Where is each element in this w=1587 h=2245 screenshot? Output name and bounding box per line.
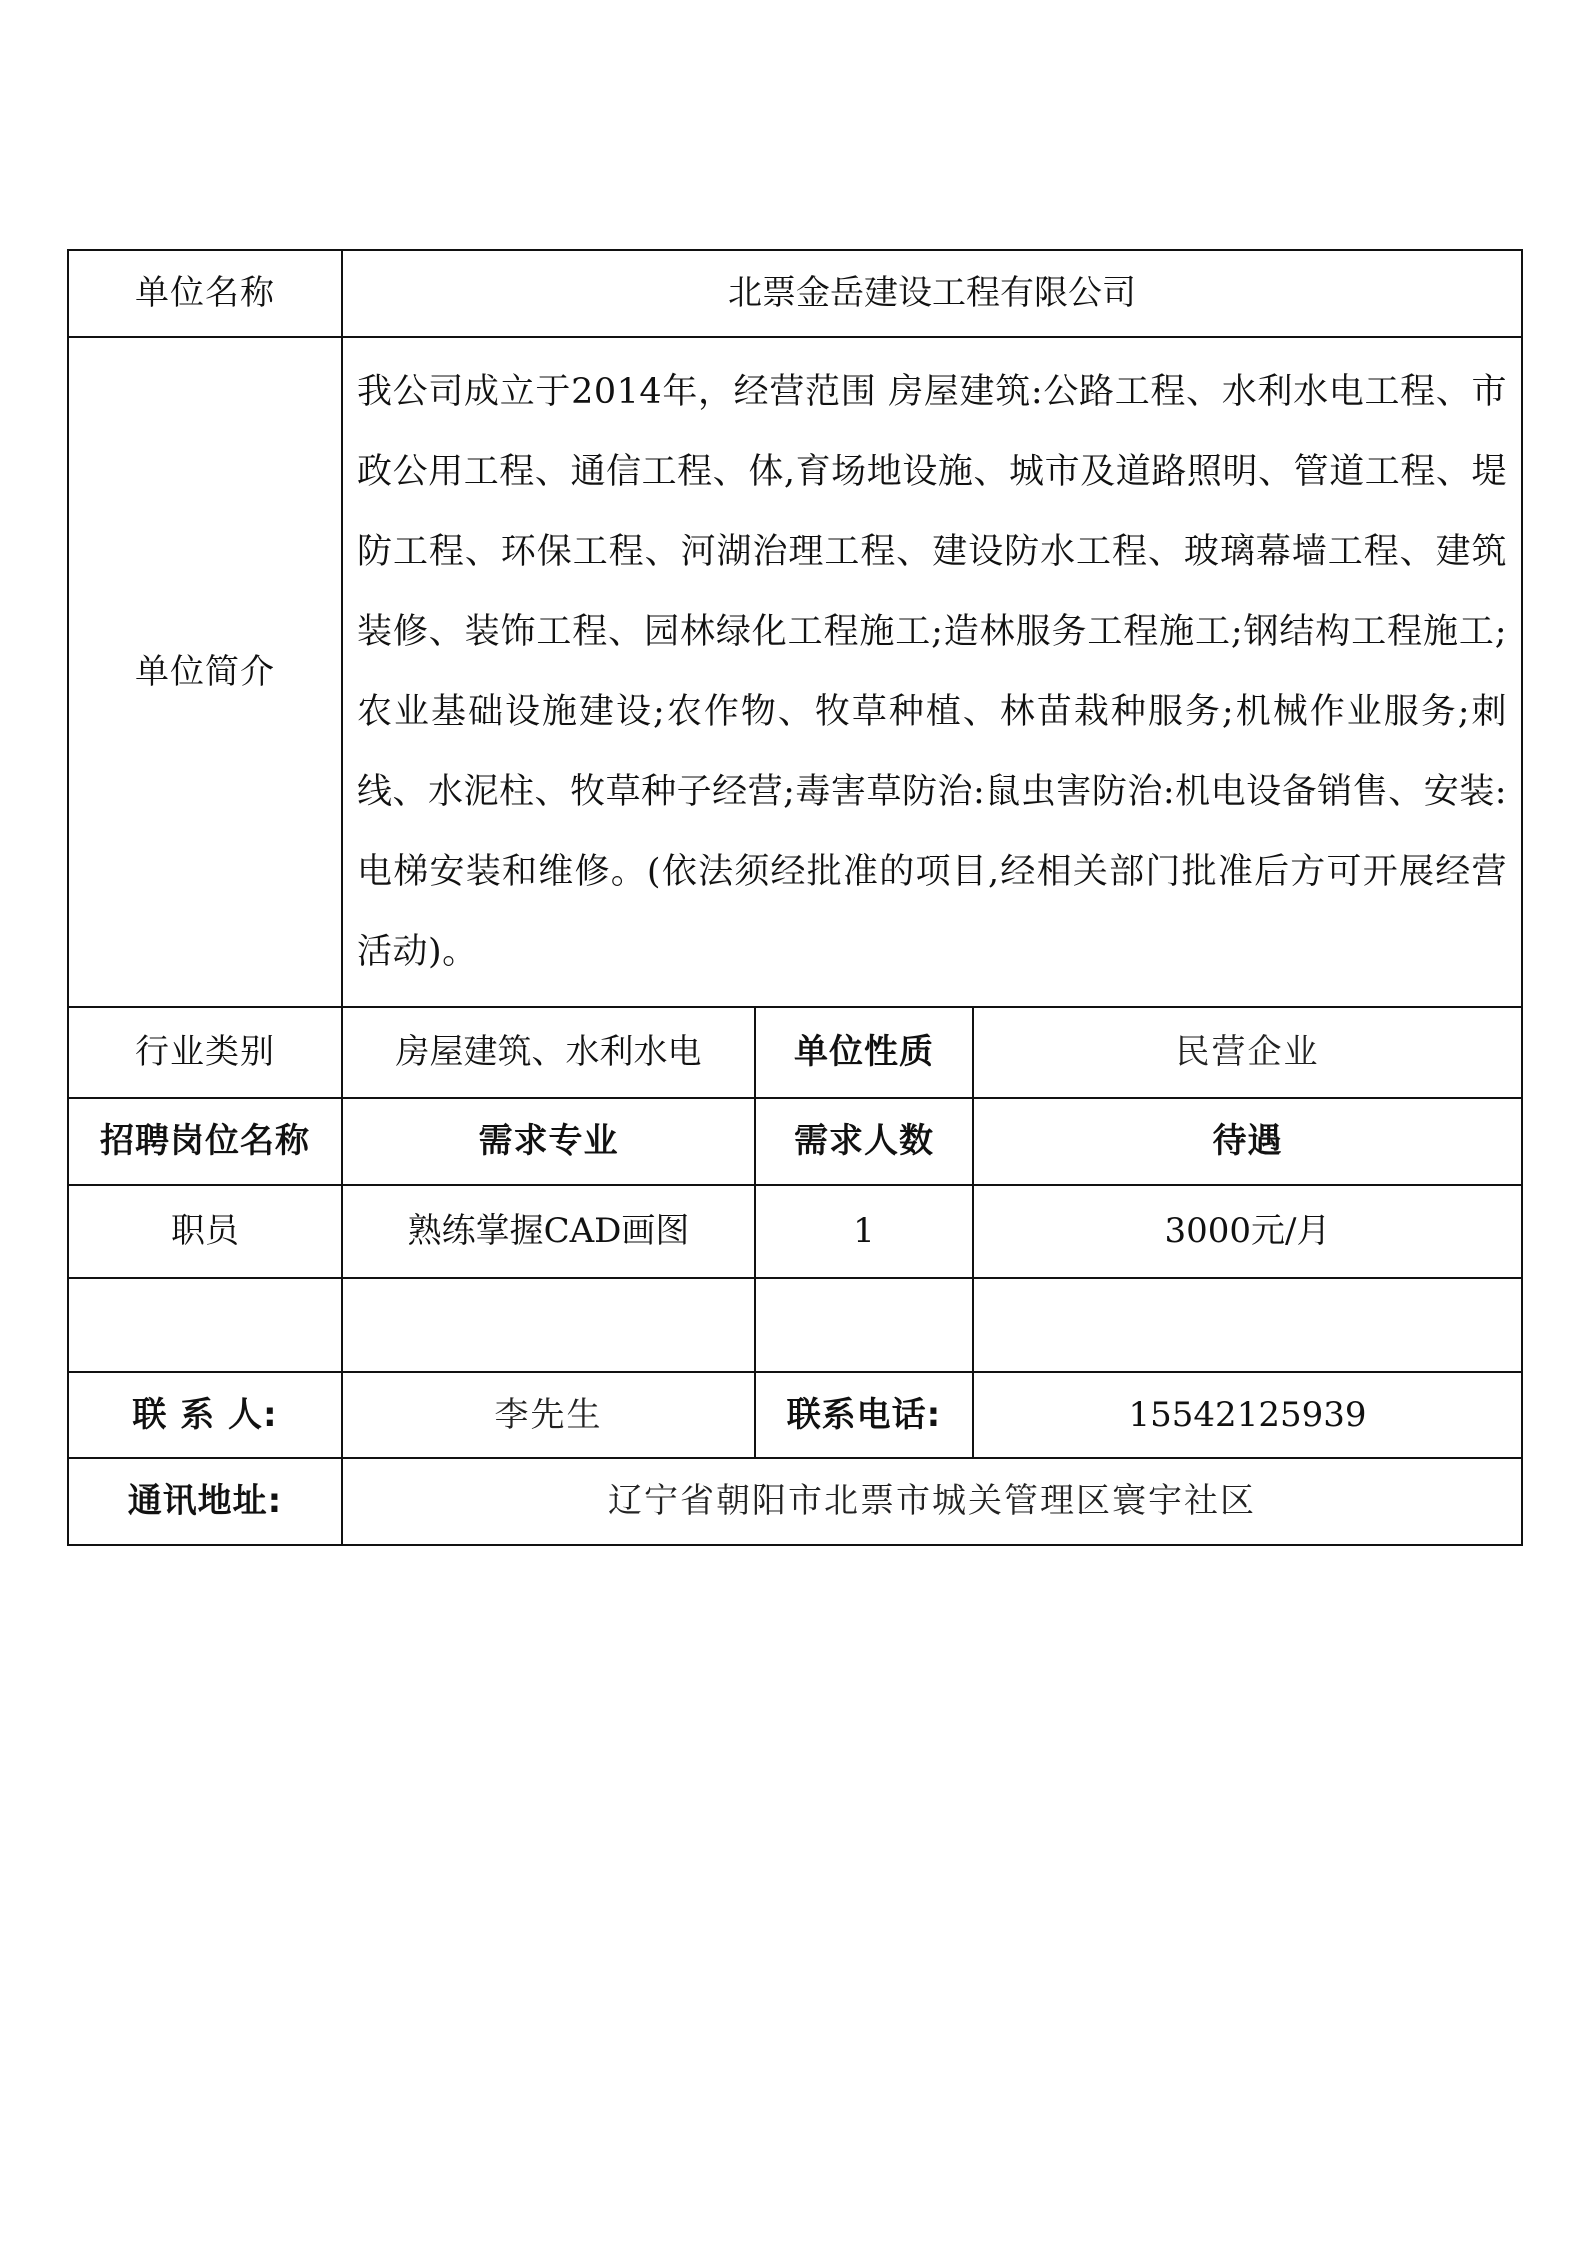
contact-phone-value: 15542125939 <box>973 1372 1522 1458</box>
table-row <box>68 1185 1522 1278</box>
table-row <box>68 1278 1522 1372</box>
nature-value: 民营企业 <box>973 1007 1522 1098</box>
company-intro-text: 我公司成立于2014年，经营范围 房屋建筑:公路工程、水利水电工程、市政公用工程、通信工程、体,育场地设施、城市及道路照明、管道工程、堤防工程、环保工程、河湖治理工程、建设防水工程、玻璃幕墙工程、建筑装修、装饰工程、园林绿化工程施工;造林服务工程施工;钢结构工程施工;农业基础设施建设;农作物、牧草种植、林苗栽种服务;机械作业服务;刺线、水泥柱、牧草种子经营;毒害草防治:鼠虫害防治:机电设备销售、安装:电梯安装和维修。(依法须经批准的项目,经相关部门批准后方可开展经营活动)。 <box>357 372 1508 972</box>
company-name-label: 单位名称 <box>68 250 342 337</box>
company-name-value: 北票金岳建设工程有限公司 <box>342 250 1522 337</box>
contact-phone-label: 联系电话: <box>755 1372 973 1458</box>
address-row <box>68 1458 1522 1545</box>
header-position: 招聘岗位名称 <box>68 1098 342 1185</box>
job-salary: 3000元/月 <box>973 1185 1522 1278</box>
header-count: 需求人数 <box>755 1098 973 1185</box>
job-major <box>342 1278 755 1372</box>
job-count <box>755 1278 973 1372</box>
nature-label: 单位性质 <box>755 1007 973 1098</box>
header-salary: 待遇 <box>973 1098 1522 1185</box>
industry-nature-row <box>68 1007 1522 1098</box>
address-value: 辽宁省朝阳市北票市城关管理区寰宇社区 <box>342 1458 1522 1545</box>
job-salary <box>973 1278 1522 1372</box>
company-name-row <box>68 250 1522 337</box>
recruitment-info-table <box>67 249 1523 1546</box>
job-count: 1 <box>755 1185 973 1278</box>
jobs-header-row <box>68 1098 1522 1185</box>
industry-label: 行业类别 <box>68 1007 342 1098</box>
contact-row <box>68 1372 1522 1458</box>
job-position: 职员 <box>68 1185 342 1278</box>
header-major: 需求专业 <box>342 1098 755 1185</box>
job-major: 熟练掌握CAD画图 <box>342 1185 755 1278</box>
address-label: 通讯地址: <box>68 1458 342 1545</box>
industry-value: 房屋建筑、水利水电 <box>342 1007 755 1098</box>
job-position <box>68 1278 342 1372</box>
company-intro-label: 单位简介 <box>68 337 342 1007</box>
company-intro-cell <box>342 337 1522 1007</box>
company-intro-row <box>68 337 1522 1007</box>
contact-person-value: 李先生 <box>342 1372 755 1458</box>
contact-person-label: 联 系 人: <box>68 1372 342 1458</box>
